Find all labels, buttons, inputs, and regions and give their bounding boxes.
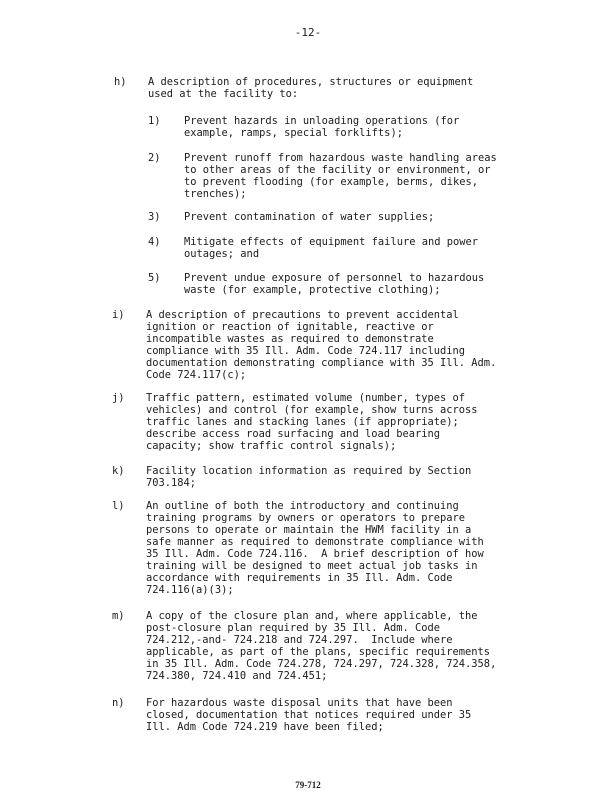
item-label: m) [112, 610, 125, 622]
item-label: n) [112, 697, 125, 709]
item-text-line: A description of procedures, structures or equipment [148, 76, 474, 88]
item-text-line: to prevent flooding (for example, berms, dikes, [184, 176, 479, 188]
item-label: 4) [148, 236, 161, 248]
item-text-line: safe manner as required to demonstrate compliance with [146, 536, 484, 548]
item-text-line: Code 724.117(c); [146, 369, 247, 381]
item-text [184, 211, 434, 223]
item-text-line: For hazardous waste disposal units that have been [146, 697, 453, 709]
item-text [146, 465, 471, 489]
item-text-line: to other areas of the facility or environment, or [184, 164, 491, 176]
item-text-line: used at the facility to: [148, 88, 299, 100]
item-text-line: 724.380, 724.410 and 724.451; [146, 670, 328, 682]
item-text-line: 35 Ill. Adm. Code 724.116. A brief description of how [146, 548, 484, 560]
item-text [184, 236, 478, 260]
item-text-line: post-closure plan required by 35 Ill. Adm. Code [146, 622, 441, 634]
item-text-line: 724.212,-and- 724.218 and 724.297. Include where [146, 634, 453, 646]
item-text-line: Traffic pattern, estimated volume (number, types of [146, 392, 466, 404]
item-text-line: Ill. Adm Code 724.219 have been filed; [146, 721, 384, 733]
item-text-line: outages; and [184, 248, 260, 260]
item-label: h) [114, 76, 127, 88]
item-label: k) [112, 465, 125, 477]
item-text-line: persons to operate or maintain the HWM facility in a [146, 524, 472, 536]
item-label: 1) [148, 115, 161, 127]
item-text [184, 272, 484, 296]
item-label: 3) [148, 211, 161, 223]
page-footer: 79-712 [295, 780, 321, 790]
item-text-line: Prevent undue exposure of personnel to hazardous [184, 272, 485, 284]
item-text-line: example, ramps, special forklifts); [184, 127, 403, 139]
item-text-line: applicable, as part of the plans, specific requirements [146, 646, 491, 658]
item-label: j) [112, 392, 125, 404]
item-text-line: accordance with requirements in 35 Ill. Adm. Code [146, 572, 453, 584]
item-text-line: training will be designed to meet actual job tasks in [146, 560, 478, 572]
item-text-line: describe access road surfacing and load bearing [146, 428, 441, 440]
item-text-line: Prevent contamination of water supplies; [184, 211, 435, 223]
item-label: 2) [148, 152, 161, 164]
item-label: l) [112, 500, 125, 512]
item-text-line: Prevent hazards in unloading operations (for [184, 115, 460, 127]
item-text-line: trenches); [184, 188, 247, 200]
item-text [146, 697, 471, 733]
item-label: i) [112, 309, 125, 321]
item-text-line: A description of precautions to prevent accidental [146, 309, 459, 321]
item-text [146, 610, 496, 682]
item-text-line: Facility location information as required by Section [146, 465, 472, 477]
item-text-line: documentation demonstrating compliance with 35 Ill. Adm. [146, 357, 497, 369]
item-text [146, 309, 496, 381]
item-text-line: incompatible wastes as required to demonstrate [146, 333, 434, 345]
item-text-line: vehicles) and control (for example, show turns across [146, 404, 478, 416]
item-text-line: waste (for example, protective clothing); [184, 284, 441, 296]
item-text-line: ignition or reaction of ignitable, reactive or [146, 321, 434, 333]
page-number: -12- [294, 26, 322, 39]
item-text-line: capacity; show traffic control signals); [146, 440, 397, 452]
item-text [148, 76, 473, 100]
item-text-line: training programs by owners or operators to prepare [146, 512, 466, 524]
item-text-line: 724.116(a)(3); [146, 584, 234, 596]
item-text-line: closed, documentation that notices required under 35 [146, 709, 472, 721]
item-text-line: An outline of both the introductory and continuing [146, 500, 459, 512]
item-text [184, 115, 459, 139]
item-text [146, 392, 478, 452]
item-text-line: A copy of the closure plan and, where applicable, the [146, 610, 478, 622]
item-text-line: Prevent runoff from hazardous waste handling areas [184, 152, 497, 164]
item-text-line: 703.184; [146, 477, 197, 489]
item-label: 5) [148, 272, 161, 284]
item-text-line: Mitigate effects of equipment failure and power [184, 236, 479, 248]
item-text-line: traffic lanes and stacking lanes (if appropriate); [146, 416, 459, 428]
item-text [146, 500, 484, 596]
item-text-line: in 35 Ill. Adm. Code 724.278, 724.297, 724.328, 724.358, [146, 658, 497, 670]
item-text [184, 152, 497, 200]
item-text-line: compliance with 35 Ill. Adm. Code 724.117 including [146, 345, 466, 357]
